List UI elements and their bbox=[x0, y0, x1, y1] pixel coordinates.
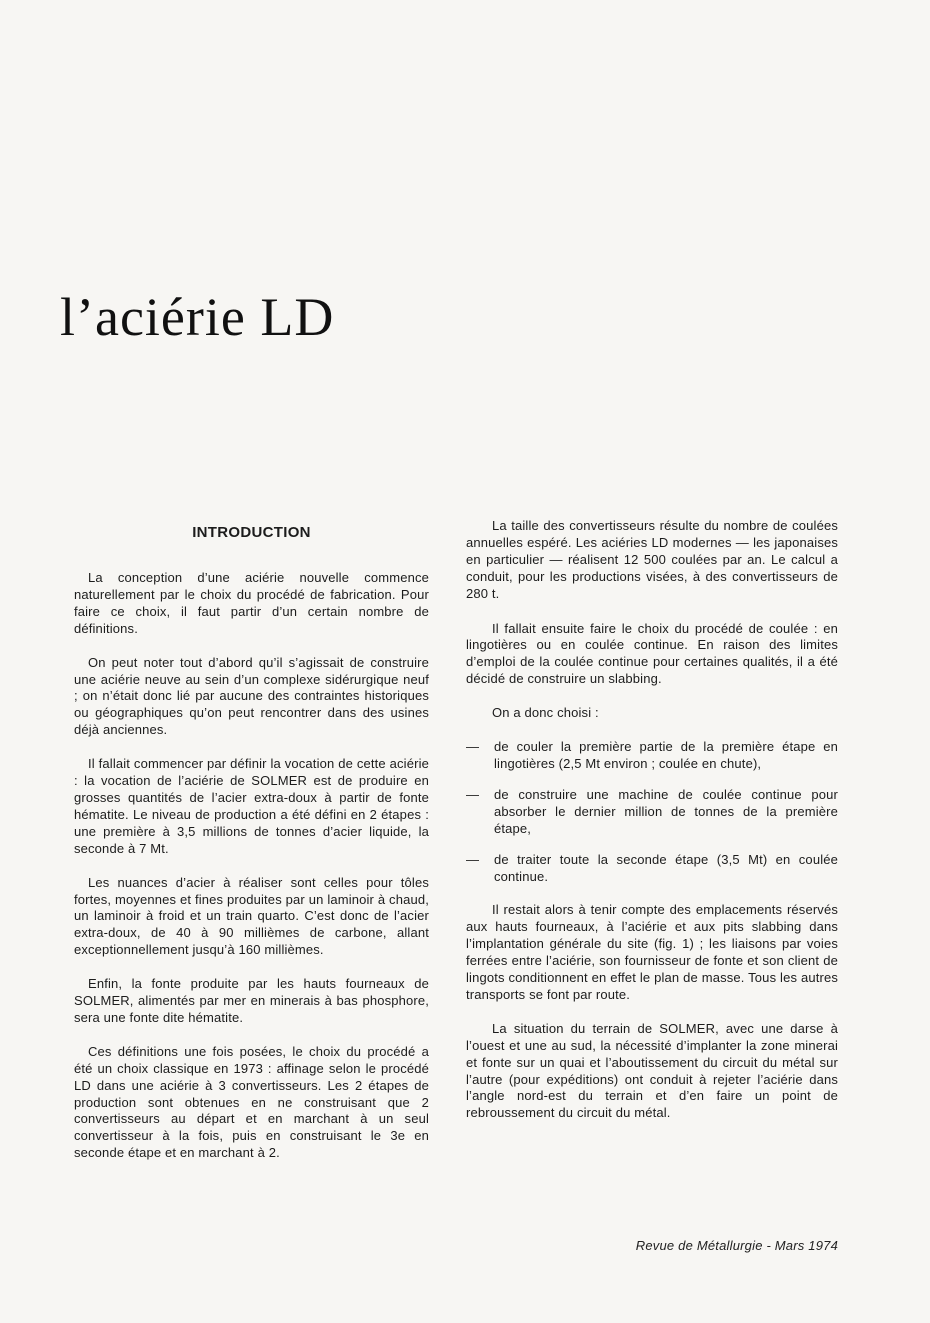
paragraph: Les nuances d’acier à réaliser sont celles pour tôles fortes, moyennes et fines produites par un laminoir à chaud, un laminoir à froid et un train quarto. C’est donc de l’acier extra-doux, de 40 à 90 millièmes de carbone, allant exceptionnellement jusqu’à 160 millièmes. bbox=[74, 874, 429, 958]
paragraph: La taille des convertisseurs résulte du nombre de coulées annuelles espéré. Les aciéries LD modernes — les japonaises en particulier — réalisent 12 500 coulées par an. Le calcul a conduit, pour les productions visées, à des convertisseurs de 280 t. bbox=[466, 518, 838, 601]
left-column bbox=[74, 518, 429, 1179]
list-item-text: de couler la première partie de la première étape en lingotières (2,5 Mt environ ; coulée en chute), bbox=[494, 739, 838, 771]
paragraph: Il restait alors à tenir compte des emplacements réservés aux hauts fourneaux, à l’aciérie et aux pits slabbing dans l’implantation générale du site (fig. 1) ; les liaisons par voies ferrées entre l’aciérie, son fournisseur de fonte et son client de lingots conditionnent en effet le plan de masse. Tous les autres transports se font par route. bbox=[466, 902, 838, 1002]
paragraph: On a donc choisi : bbox=[492, 705, 599, 721]
dash-bullet: — bbox=[466, 739, 480, 755]
section-heading: INTRODUCTION bbox=[192, 524, 311, 541]
dash-bullet: — bbox=[466, 786, 480, 802]
paragraph: On peut noter tout d’abord qu’il s’agissait de construire une aciérie neuve au sein d’un complexe sidérurgique neuf ; on n’était donc lié par aucune des contraintes historiques ou géographiques qu’on peut rencontrer dans des usines déjà anciennes. bbox=[74, 654, 429, 738]
list-item bbox=[466, 787, 838, 838]
paragraph: La situation du terrain de SOLMER, avec une darse à l’ouest et une au sud, la nécessité d’implanter la zone minerai et fonte sur un quai et l’aboutissement du circuit du métal sur l’autre (pour expéditions) ont conduit à rejeter l’aciérie dans l’angle nord-est du terrain et d’en faire un point de rebroussement du circuit du métal. bbox=[466, 1020, 838, 1121]
paragraph: La conception d’une aciérie nouvelle commence naturellement par le choix du procédé de fabrication. Pour faire ce choix, il faut partir d’un certain nombre de définitions. bbox=[74, 570, 429, 636]
paragraph: Ces définitions une fois posées, le choix du procédé a été un choix classique en 1973 : affinage selon le procédé LD dans une aciérie à 3 convertisseurs. Les 2 étapes de production sont obtenues en ne construisant que 2 convertisseurs au départ et en marchant à un seul convertisseur à la fois, puis en construisant le 3e en seconde étape et en marchant à 2. bbox=[74, 1043, 429, 1161]
list-item bbox=[466, 739, 838, 773]
paragraph: Enfin, la fonte produite par les hauts fourneaux de SOLMER, alimentés par mer en minerais à bas phosphore, sera une fonte dite hématite. bbox=[74, 976, 429, 1025]
list-item bbox=[466, 852, 838, 886]
article-title: l’aciérie LD bbox=[60, 287, 335, 347]
journal-footer: Revue de Métallurgie - Mars 1974 bbox=[635, 1238, 838, 1253]
paragraph: Il fallait ensuite faire le choix du procédé de coulée : en lingotières ou en coulée continue. En raison des limites d’emploi de la coulée continue pour certaines qualités, il a été décidé de construire un slabbing. bbox=[466, 620, 838, 687]
choices-list bbox=[466, 739, 838, 885]
paragraph: Il fallait commencer par définir la vocation de cette aciérie : la vocation de l’aciérie de SOLMER est de produire en grosses quantités de l’acier extra-doux à partir de fonte hématite. Le niveau de production a été défini en 2 étapes : une première à 3,5 millions de tonnes d’acier liquide, la seconde à 7 Mt. bbox=[74, 756, 429, 856]
dash-bullet: — bbox=[466, 851, 480, 867]
right-column bbox=[466, 518, 838, 1139]
list-item-text: de traiter toute la seconde étape (3,5 Mt) en coulée continue. bbox=[494, 851, 838, 884]
list-item-text: de construire une machine de coulée continue pour absorber le dernier million de tonnes de la première étape, bbox=[494, 786, 838, 836]
